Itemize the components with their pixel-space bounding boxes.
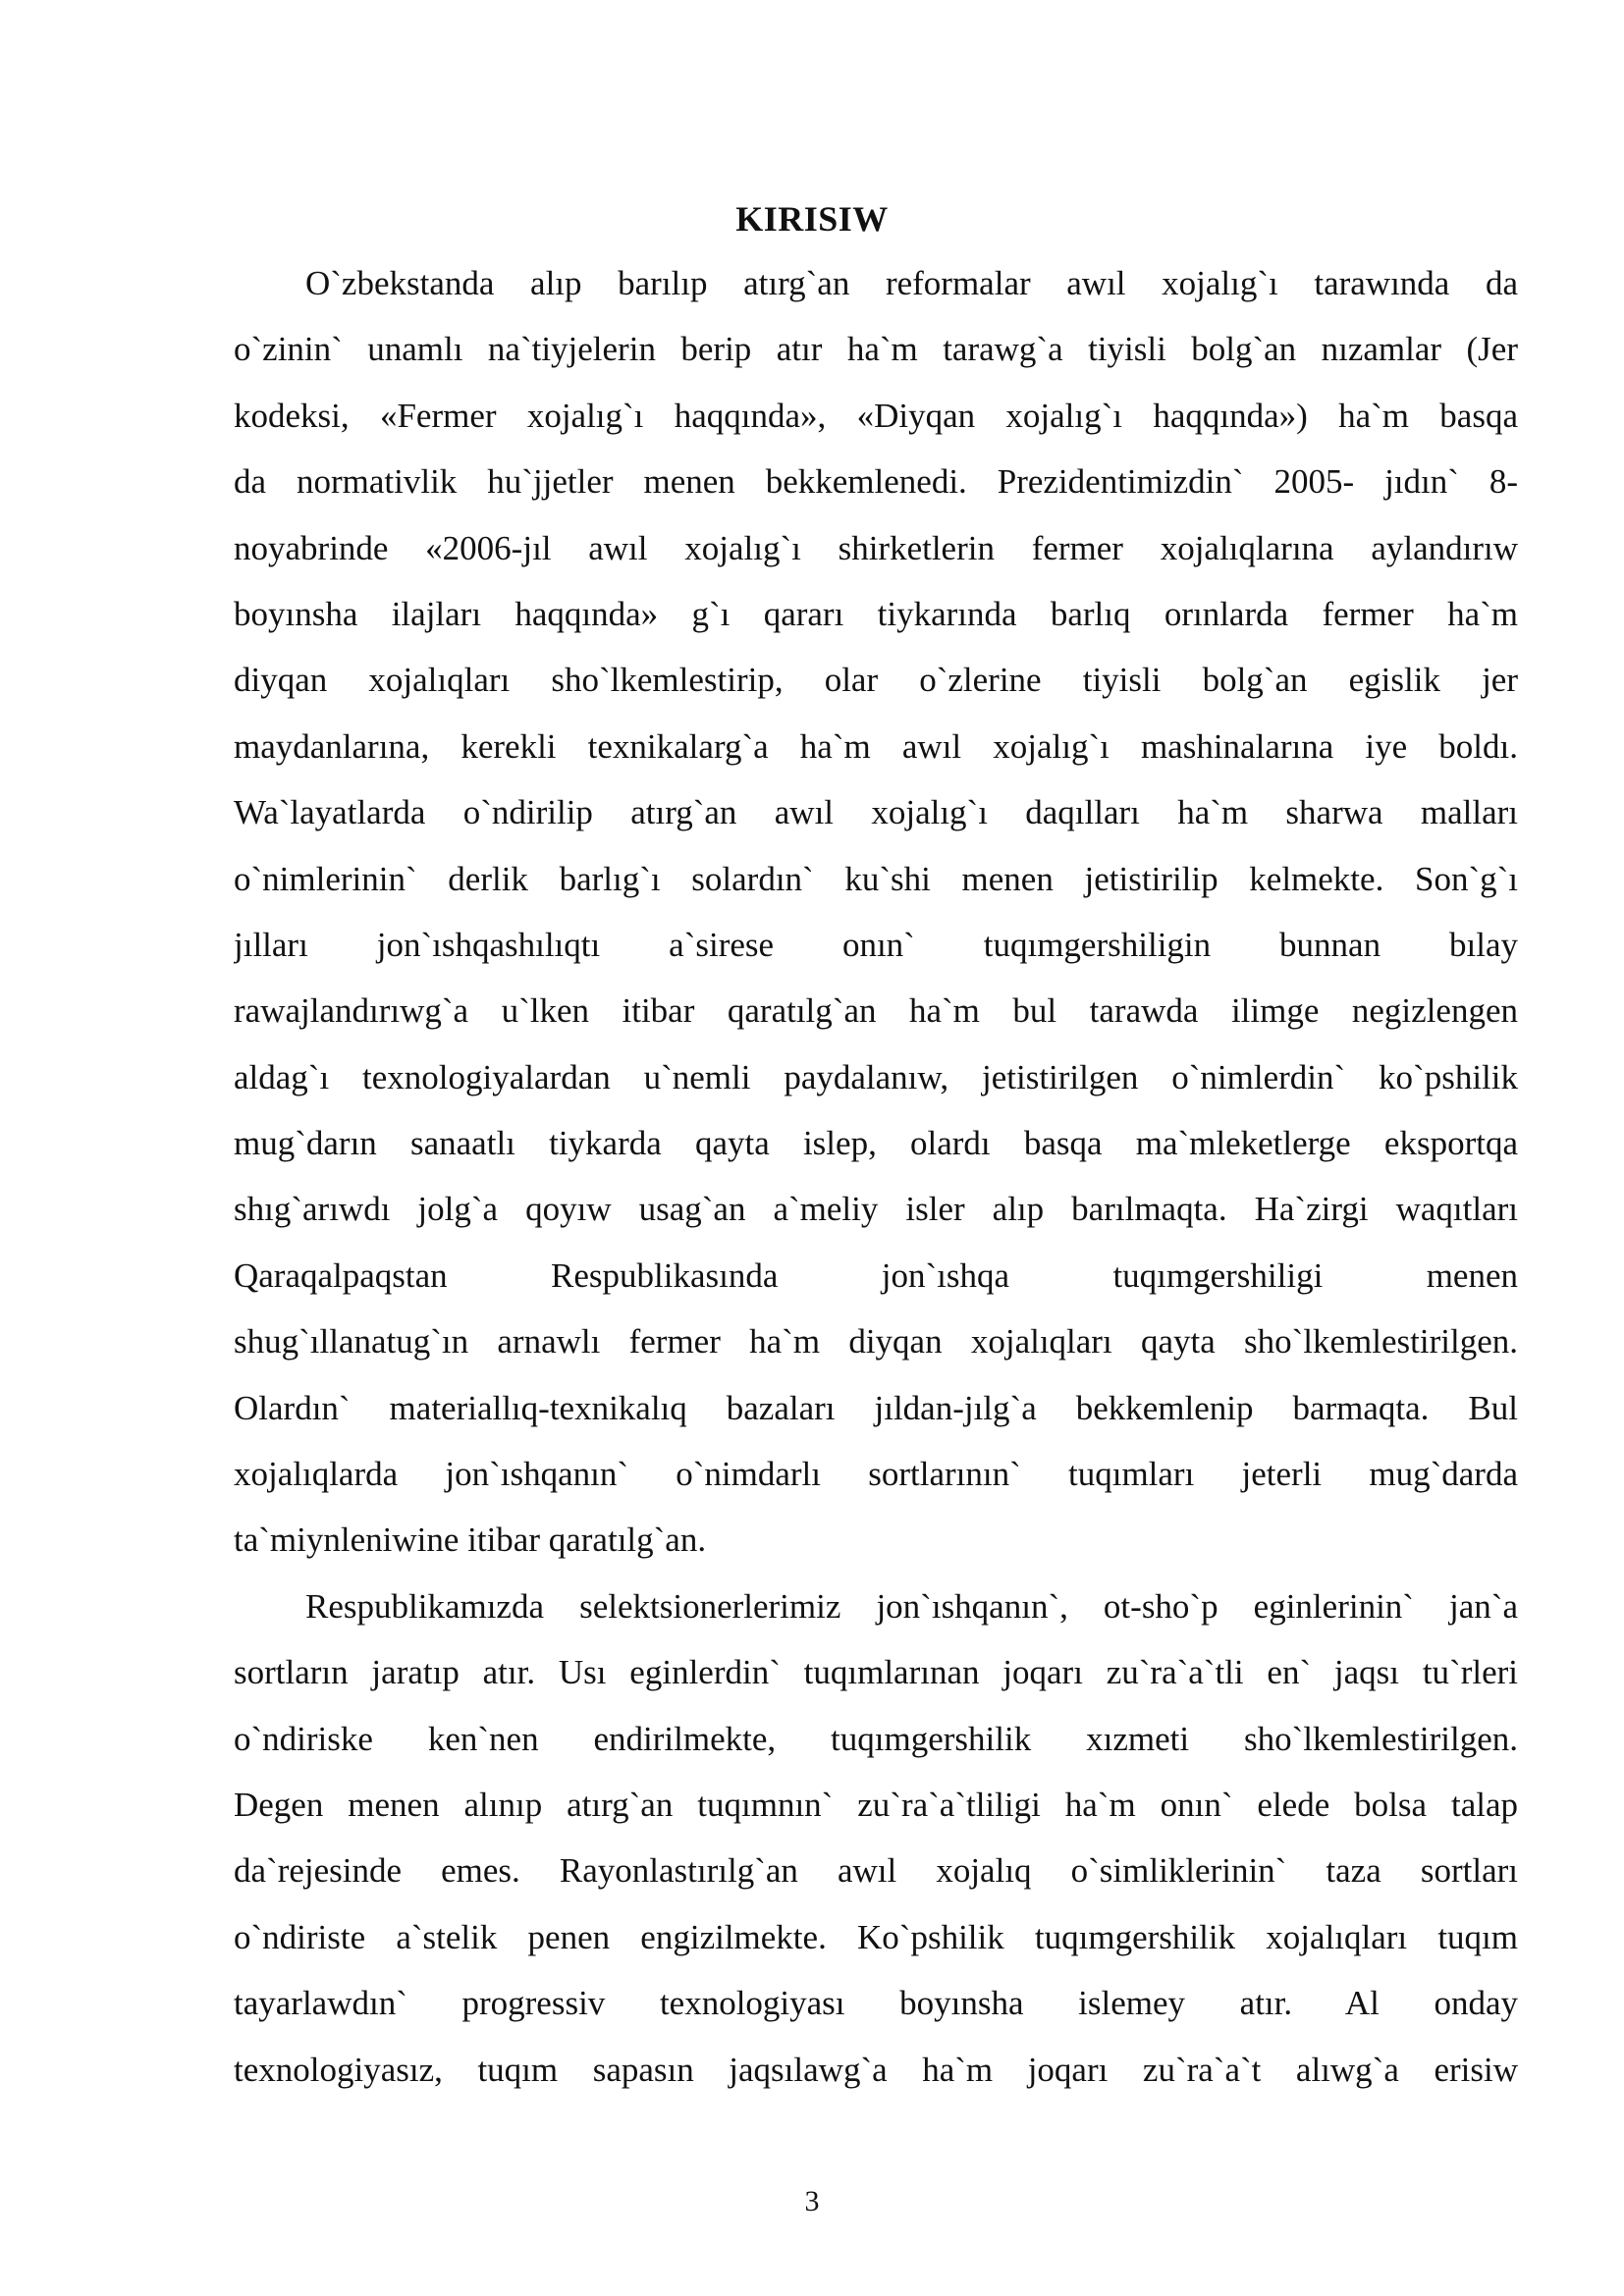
text-line: tayarlawdın` progressiv texnologiyası boyınsha islemey atır. Al onday [234,1984,1518,2023]
text-line: o`ndiriske ken`nen endirilmekte, tuqımgershilik xızmeti sho`lkemlestirilgen. [234,1719,1518,1758]
text-line: mug`darın sanaatlı tiykarda qayta islep, olardı basqa ma`mleketlerge eksportqa [234,1124,1518,1163]
text-line: maydanlarına, kerekli texnikalarg`a ha`m awıl xojalıg`ı mashinalarına iye boldı. [234,726,1518,766]
text-line: o`ndiriste a`stelik penen engizilmekte. Ko`pshilik tuqımgershilik xojalıqları tuqım [234,1917,1518,1956]
text-line: diyqan xojalıqları sho`lkemlestirip, olar o`zlerine tiyisli bolg`an egislik jer [234,661,1518,700]
text-line: sortların jaratıp atır. Usı eginlerdin` tuqımlarınan joqarı zu`ra`a`tli en` jaqsı tu`rleri [234,1653,1518,1692]
text-line: xojalıqlarda jon`ıshqanın` o`nimdarlı sortlarının` tuqımları jeterli mug`darda [234,1455,1518,1494]
text-line: o`nimlerinin` derlik barlıg`ı solardın` ku`shi menen jetistirilip kelmekte. Son`g`ı [234,859,1518,898]
text-line: shug`ıllanatug`ın arnawlı fermer ha`m diyqan xojalıqları qayta sho`lkemlestirilgen. [234,1322,1518,1362]
body-text [234,250,1518,2103]
paragraph-1 [234,250,1518,1574]
text-line: boyınsha ilajları haqqında» g`ı qararı tiykarında barlıq orınlarda fermer ha`m [234,594,1518,633]
text-line: shıg`arıwdı jolg`a qoyıw usag`an a`meliy isler alıp barılmaqta. Ha`zirgi waqıtları [234,1190,1518,1229]
text-line: da normativlik hu`jjetler menen bekkemlenedi. Prezidentimizdin` 2005- jıdın` 8- [234,462,1518,502]
text-line: O`zbekstanda alıp barılıp atırg`an reformalar awıl xojalıg`ı tarawında da [305,264,1518,302]
text-line: jılları jon`ıshqashılıqtı a`sirese onın` tuqımgershiligin bunnan bılay [234,925,1518,964]
text-line: Respublikamızda selektsionerlerimiz jon`ıshqanın`, ot-sho`p eginlerinin` jan`a [305,1586,1518,1626]
text-line: Olardın` materiallıq-texnikalıq bazaları jıldan-jılg`a bekkemlenip barmaqta. Bul [234,1388,1518,1427]
text-line: kodeksi, «Fermer xojalıg`ı haqqında», «Diyqan xojalıg`ı haqqında») ha`m basqa [234,396,1518,435]
page-number: 3 [804,2185,820,2217]
text-line: Qaraqalpaqstan Respublikasında jon`ıshqa tuqımgershiligi menen [234,1255,1518,1295]
text-line: o`zinin` unamlı na`tiyjelerin berip atır ha`m tarawg`a tiyisli bolg`an nızamlar (Jer [234,330,1518,369]
text-line: ta`miynleniwine itibar qaratılg`an. [234,1521,707,1560]
text-line: rawajlandırıwg`a u`lken itibar qaratılg`an ha`m bul tarawda ilimge negizlengen [234,991,1518,1031]
paragraph-2 [234,1574,1518,2103]
text-line: texnologiyasız, tuqım sapasın jaqsılawg`a ha`m joqarı zu`ra`a`t alıwg`a erisiw [234,2050,1518,2089]
section-title: KIRISIW [735,199,889,239]
text-line: Degen menen alınıp atırg`an tuqımnın` zu`ra`a`tliligi ha`m onın` elede bolsa talap [234,1785,1518,1824]
text-line: da`rejesinde emes. Rayonlastırılg`an awıl xojalıq o`simliklerinin` taza sortları [234,1851,1518,1891]
text-line: Wa`layatlarda o`ndirilip atırg`an awıl xojalıg`ı daqılları ha`m sharwa malları [234,793,1518,832]
text-line: aldag`ı texnologiyalardan u`nemli paydalanıw, jetistirilgen o`nimlerdin` ko`pshilik [234,1057,1518,1096]
text-line: noyabrinde «2006-jıl awıl xojalıg`ı shirketlerin fermer xojalıqlarına aylandırıw [234,528,1518,567]
